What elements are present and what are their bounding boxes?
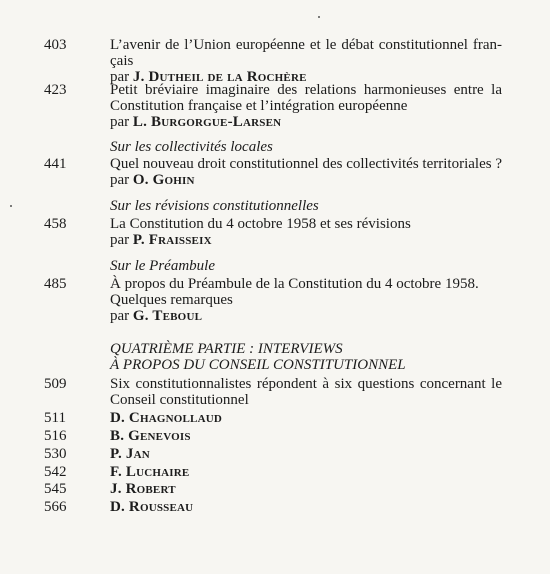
author-name: D. Chagnollaud <box>110 410 223 426</box>
scan-speck <box>10 205 12 207</box>
entry-title-line: La Constitution du 4 octobre 1958 et ses révisions <box>110 216 411 232</box>
page-number: 403 <box>44 37 67 53</box>
page-number: 542 <box>44 464 67 480</box>
section-title: Sur le Préambule <box>110 258 215 274</box>
entry-title-line: L’avenir de l’Union européenne et le débat constitutionnel fran- <box>110 37 502 53</box>
page-number: 485 <box>44 276 67 292</box>
author-prefix: par <box>110 172 130 188</box>
entry-title-line: À propos du Préambule de la Constitution du 4 octobre 1958. <box>110 276 479 292</box>
entry-title-line: Constitution française et l’intégration européenne <box>110 98 408 114</box>
entry-title-line: çais <box>110 53 134 69</box>
scan-speck <box>318 16 320 18</box>
entry-title-line: Petit bréviaire imaginaire des relations harmonieuses entre la <box>110 82 502 98</box>
section-title: Sur les collectivités locales <box>110 139 273 155</box>
author-name: G. Teboul <box>132 308 203 324</box>
section-title: Sur les révisions constitutionnelles <box>110 198 319 214</box>
author-prefix: par <box>110 114 130 130</box>
page-number: 458 <box>44 216 67 232</box>
page-number: 509 <box>44 376 67 392</box>
author-name: F. Luchaire <box>110 464 190 480</box>
part-title-line: À PROPOS DU CONSEIL CONSTITUTIONNEL <box>110 357 406 373</box>
entry-title-line: Six constitutionnalistes répondent à six questions concernant le <box>110 376 502 392</box>
author-prefix: par <box>110 308 130 324</box>
part-title-line: QUATRIÈME PARTIE : INTERVIEWS <box>110 341 343 357</box>
entry-title-line: Quelques remarques <box>110 292 233 308</box>
page-number: 511 <box>44 410 66 426</box>
author-name: B. Genevois <box>110 428 191 444</box>
page-number: 441 <box>44 156 67 172</box>
author-name: P. Jan <box>110 446 150 462</box>
author-name: O. Gohin <box>132 172 195 188</box>
page-number: 566 <box>44 499 67 515</box>
entry-title-line: Conseil constitutionnel <box>110 392 249 408</box>
page-number: 516 <box>44 428 67 444</box>
author-name: L. Burgorgue-Larsen <box>132 114 282 130</box>
entry-title-line: Quel nouveau droit constitutionnel des collectivités territoriales ? <box>110 156 502 172</box>
author-name: J. Robert <box>110 481 176 497</box>
author-name: J. Dutheil de la Rochère <box>132 69 307 85</box>
page-number: 545 <box>44 481 67 497</box>
author-name: P. Fraisseix <box>132 232 212 248</box>
author-prefix: par <box>110 232 130 248</box>
page-number: 423 <box>44 82 67 98</box>
page-number: 530 <box>44 446 67 462</box>
author-prefix: par <box>110 69 130 85</box>
author-name: D. Rousseau <box>110 499 194 515</box>
